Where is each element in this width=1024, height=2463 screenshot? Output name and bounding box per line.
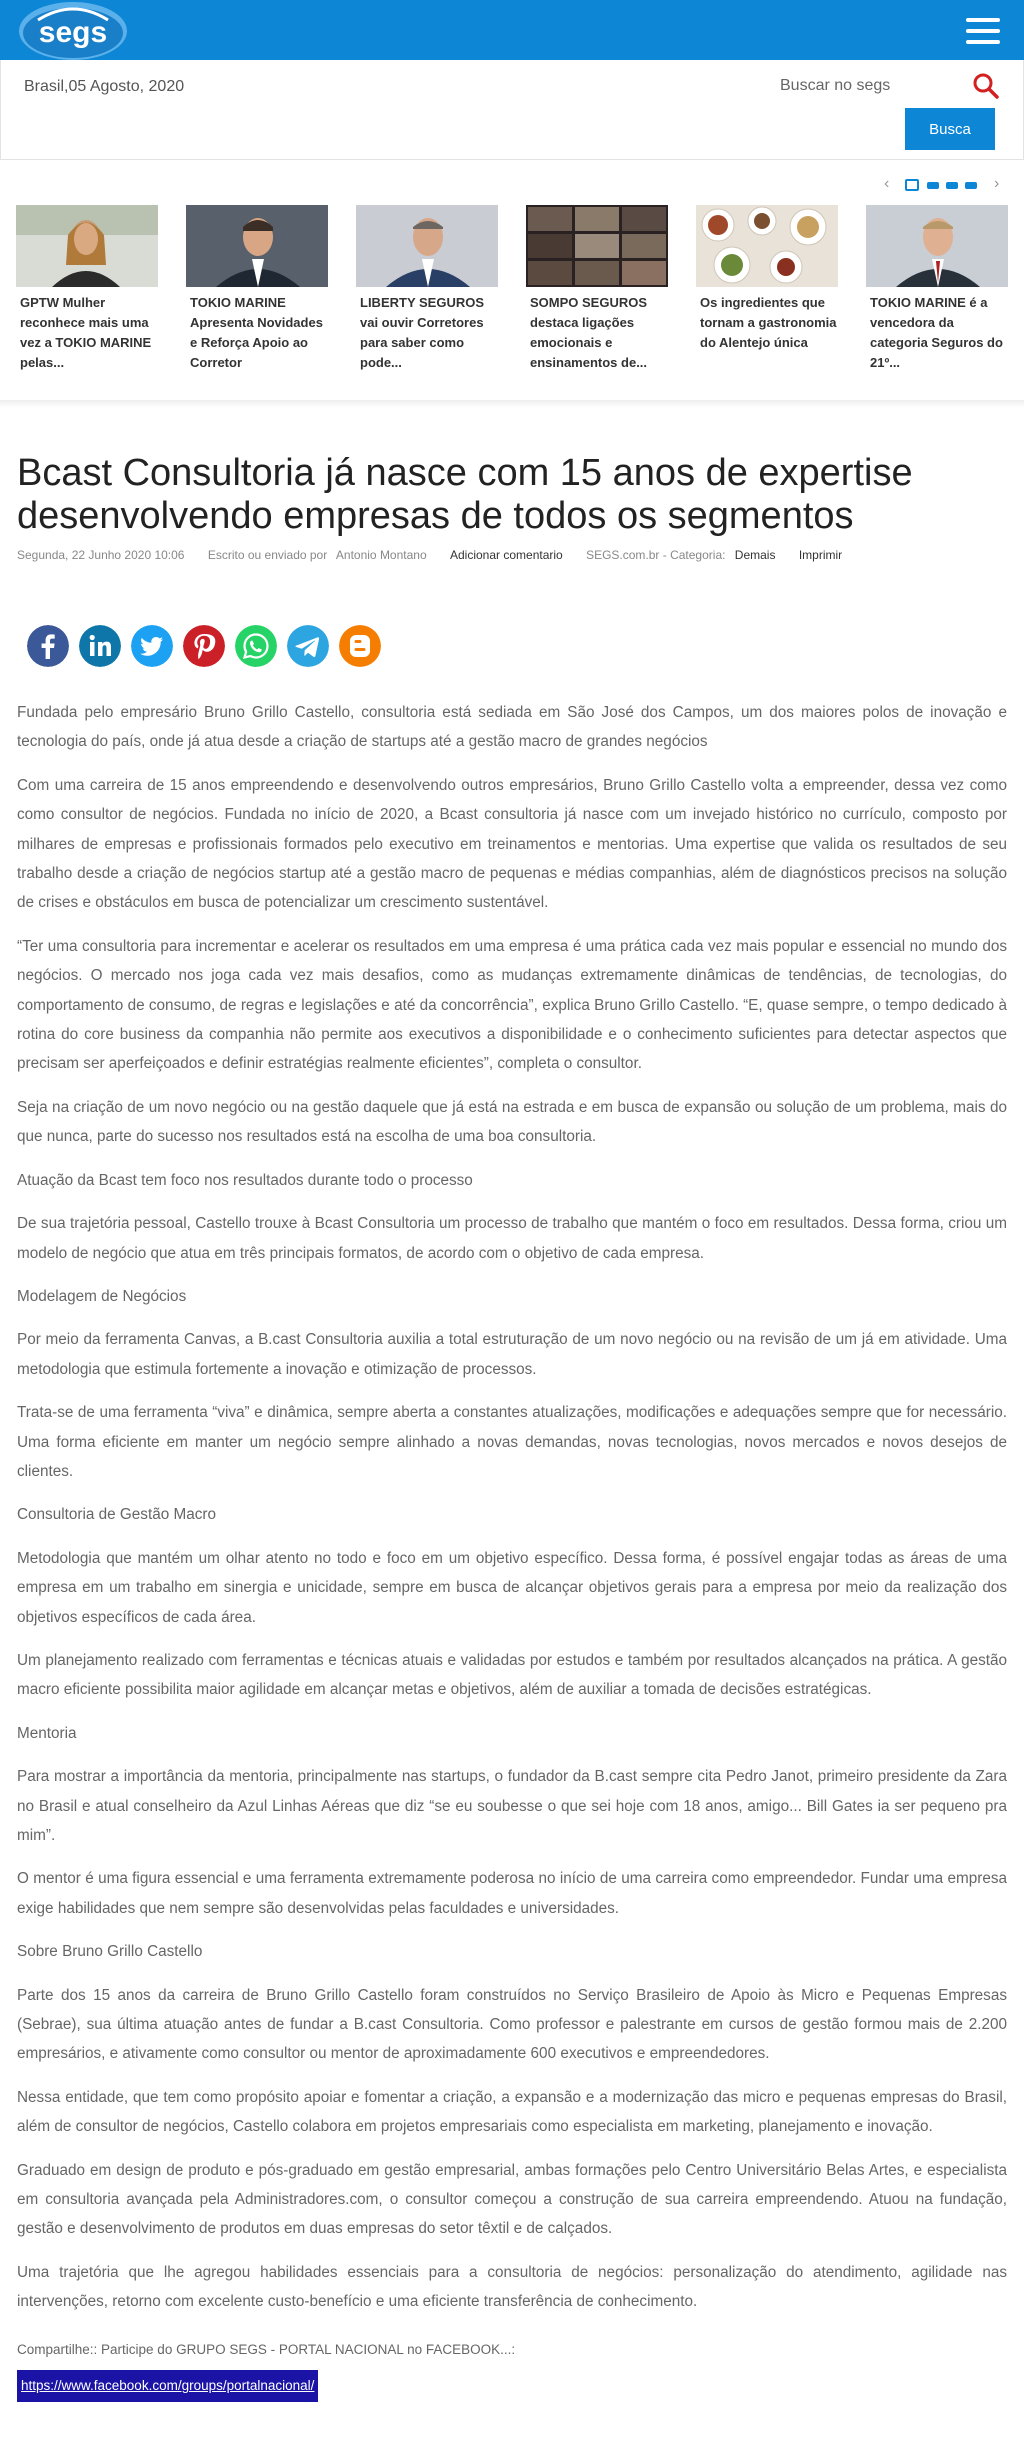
carousel-controls [880, 175, 1010, 194]
article-paragraph: “Ter uma consultoria para incrementar e acelerar os resultados em uma empresa é uma prática cada vez mais popular e essencial no mundo dos negócios. O mercado nos joga cada vez mais desafios, como as mudanças extremamente dinâmicas de tendências, de tecnologias, do comportamento de consumo, de regras e legislações e até da concorrência”, explica Bruno Grillo Castello. “E, quase sempre, o tempo dedicado à rotina do core business da companhia não permite aos executivos a disponibilidade e o conhecimento suficientes para detectar aspectos que precisam ser aperfeiçoados e definir estratégias realmente eficientes”, completa o consultor. [17, 937, 1007, 1073]
chevron-left-icon[interactable]: ‹ [884, 175, 890, 192]
hamburger-icon[interactable] [966, 18, 1000, 44]
section-divider [0, 400, 1024, 408]
source-prefix: SEGS.com.br - Categoria: [586, 548, 726, 562]
section-heading: Consultoria de Gestão Macro [17, 1506, 216, 1524]
carousel-dot-2[interactable] [927, 182, 939, 189]
article-paragraph: Metodologia que mantém um olhar atento no todo e foco em um objetivo específico. Dessa forma, é possível engajar todas as áreas de uma empresa em um trabalho em sinergia e unicidade, sempre em busca de alcançar objetivos gerais para a empresa por meio da realização dos objetivos específicos de cada área. [17, 1549, 1007, 1626]
article-paragraph: Parte dos 15 anos da carreira de Bruno Grillo Castello foram construídos no Serviço Brasileiro de Apoio às Micro e Pequenas Empresas (Sebrae), sua última atuação antes de fundar a B.cast Consultoria. Como professor e palestrante em cursos de gestão formou mais de 2.200 empresários, e ativamente como consultor ou mentor de aproximadamente 600 executivos e empreendedores. [17, 1986, 1007, 2063]
blogger-icon[interactable] [339, 625, 381, 667]
facebook-group-link[interactable]: https://www.facebook.com/groups/portalnacional/ [17, 2370, 318, 2401]
search-button[interactable]: Busca [905, 108, 995, 150]
thumb-food-plates[interactable] [696, 205, 838, 287]
article-paragraph: Uma trajetória que lhe agregou habilidades essenciais para a consultoria de negócios: personalização do atendimento, agilidade nas intervenções, retorno com excelente custo-benefício e uma eficiente transferência de conhecimento. [17, 2263, 1007, 2311]
carousel-dot-4[interactable] [965, 182, 977, 189]
article-paragraph: De sua trajetória pessoal, Castello trouxe à Bcast Consultoria um processo de trabalho que mantém o foco em resultados. Dessa forma, criou um modelo de negócio que atua em três principais formatos, de acordo com o objetivo de cada empresa. [17, 1215, 1007, 1262]
article-paragraph: O mentor é uma figura essencial e uma ferramenta extremamente poderosa no início de uma carreira como empreendedor. Fundar uma empresa exige habilidades que nem sempre são desenvolvidas pelas faculdades e universidades. [17, 1870, 1007, 1917]
share-text: Compartilhe:: Participe do GRUPO SEGS - PORTAL NACIONAL no FACEBOOK...: [17, 2341, 516, 2357]
category-link[interactable]: Demais [734, 548, 776, 562]
whatsapp-icon[interactable] [235, 625, 277, 667]
segs-logo[interactable] [16, 0, 130, 60]
article-paragraph: Com uma carreira de 15 anos empreendendo e desenvolvendo outros empresários, Bruno Grillo Castello volta a empreender, dessa vez como como consultor de negócios. Fundada no início de 2020, a Bcast consultoria já nasce com um invejado histórico no currículo, composto por milhares de empresas e profissionais formados pelo executivo em treinamentos e mentorias. Uma expertise que valida os resultados de seu trabalho desde a criação de negócios startup até a gestão macro de pequenas e médias companhias, além de diagnósticos precisos na solução de crises e obstáculos em busca de potencializar um crescimento sustentável. [17, 776, 1007, 912]
section-heading: Atuação da Bcast tem foco nos resultados durante todo o processo [17, 1171, 473, 1189]
article-paragraph: Para mostrar a importância da mentoria, principalmente nas startups, o fundador da B.cast sempre cita Pedro Janot, primeiro presidente da Zara no Brasil e atual conselheiro da Azul Linhas Aéreas que diz “se eu soubesse o que sei hoje com 18 anos, amigo... Bill Gates ia ser pequeno pra mim”. [17, 1768, 1007, 1844]
article-body [17, 698, 1007, 2402]
print-link[interactable]: Imprimir [798, 548, 843, 562]
thumb-video-collage[interactable] [526, 205, 668, 287]
carousel-caption[interactable]: Os ingredientes que tornam a gastronomia do Alentejo única [700, 295, 837, 350]
article-paragraph: Um planejamento realizado com ferramentas e técnicas atuais e validadas por estudos e também por resultados alcançados na prática. A gestão macro eficiente possibilita maior agilidade em alcançar metas e objetivos, além de auxiliar a tomada de decisões estratégicas. [17, 1651, 1007, 1699]
linkedin-icon[interactable] [79, 625, 121, 667]
twitter-icon[interactable] [131, 625, 173, 667]
section-heading: Mentoria [17, 1724, 77, 1742]
carousel-item[interactable] [16, 205, 158, 373]
section-heading: Modelagem de Negócios [17, 1287, 187, 1305]
article-paragraph: Seja na criação de um novo negócio ou na gestão daquele que já está na estrada e em busca de expansão ou solução de um problema, mais do que nunca, parte do sucesso nos resultados está na escolha de uma boa consultoria. [17, 1098, 1007, 1146]
facebook-icon[interactable] [27, 625, 69, 667]
chevron-right-icon[interactable]: › [994, 175, 1000, 192]
article-paragraph: Nessa entidade, que tem como propósito apoiar e fomentar a criação, a expansão e a modernização das micro e pequenas empresas do Brasil, além de consultor de negócios, Castello colabora em projetos empresariais como especialista em marketing, planejamento e inovação. [17, 2088, 1007, 2136]
carousel-item[interactable] [186, 205, 328, 373]
search-icon[interactable] [972, 72, 1000, 100]
carousel-item[interactable] [526, 205, 668, 373]
thumb-man-portrait[interactable] [356, 205, 498, 287]
author-prefix: Escrito ou enviado por [207, 548, 328, 562]
article-paragraph: Trata-se de uma ferramenta “viva” e dinâmica, sempre aberta a constantes atualizações, modificações e adequações sempre que for necessário. Uma forma eficiente em manter um negócio sempre alinhado a novas demandas, novas tecnologias, novos mercados e novos desejos de clientes. [17, 1404, 1007, 1480]
search-input[interactable] [780, 72, 970, 100]
carousel-caption[interactable]: TOKIO MARINE é a vencedora da categoria Seguros do 21º... [870, 295, 1003, 370]
top-bar [0, 0, 1024, 60]
thumb-man-portrait[interactable] [186, 205, 328, 287]
thumb-man-portrait[interactable] [866, 205, 1008, 287]
logo-text: segs [38, 16, 108, 49]
carousel-item[interactable] [696, 205, 838, 353]
carousel-item[interactable] [356, 205, 498, 373]
thumb-woman-portrait[interactable] [16, 205, 158, 287]
carousel-caption[interactable]: LIBERTY SEGUROS vai ouvir Corretores para saber como pode... [360, 295, 485, 370]
article-date: Segunda, 22 Junho 2020 10:06 [17, 548, 185, 562]
article-title: Bcast Consultoria já nasce com 15 anos de expertise desenvolvendo empresas de todos os segmentos [17, 452, 913, 537]
telegram-icon[interactable] [287, 625, 329, 667]
carousel-caption[interactable]: SOMPO SEGUROS destaca ligações emocionais e ensinamentos de... [530, 295, 648, 370]
article-author: Antonio Montano [335, 548, 427, 562]
current-date: Brasil,05 Agosto, 2020 [24, 78, 185, 95]
article-meta [17, 548, 848, 562]
carousel-caption[interactable]: GPTW Mulher reconhece mais uma vez a TOKIO MARINE pelas... [20, 295, 152, 370]
carousel-item[interactable] [866, 205, 1008, 373]
carousel-dot-3[interactable] [946, 182, 958, 189]
pinterest-icon[interactable] [183, 625, 225, 667]
carousel-caption[interactable]: TOKIO MARINE Apresenta Novidades e Reforça Apoio ao Corretor [190, 295, 323, 370]
add-comment-link[interactable]: Adicionar comentario [449, 548, 563, 562]
article-paragraph: Por meio da ferramenta Canvas, a B.cast Consultoria auxilia a total estruturação de um novo negócio ou na revisão de um já em atividade. Uma metodologia que estimula fortemente a inovação e otimização de processos. [17, 1331, 1007, 1378]
carousel-dot-1[interactable] [905, 179, 919, 191]
section-heading: Sobre Bruno Grillo Castello [17, 1943, 203, 1961]
article-paragraph: Fundada pelo empresário Bruno Grillo Castello, consultoria está sediada em São José dos Campos, um dos maiores polos de inovação e tecnologia do país, onde já atua desde a criação de startups até a gestão macro de grandes negócios [17, 704, 1007, 751]
article-paragraph: Graduado em design de produto e pós-graduado em gestão empresarial, ambas formações pelo Centro Universitário Belas Artes, e especialista em consultoria avançada pela Administradores.com, o consultor começou a construção de sua carreira empreendendo. Atuou na fundação, gestão e desenvolvimento de produtos em duas empresas do setor têxtil e de calçados. [17, 2161, 1007, 2238]
